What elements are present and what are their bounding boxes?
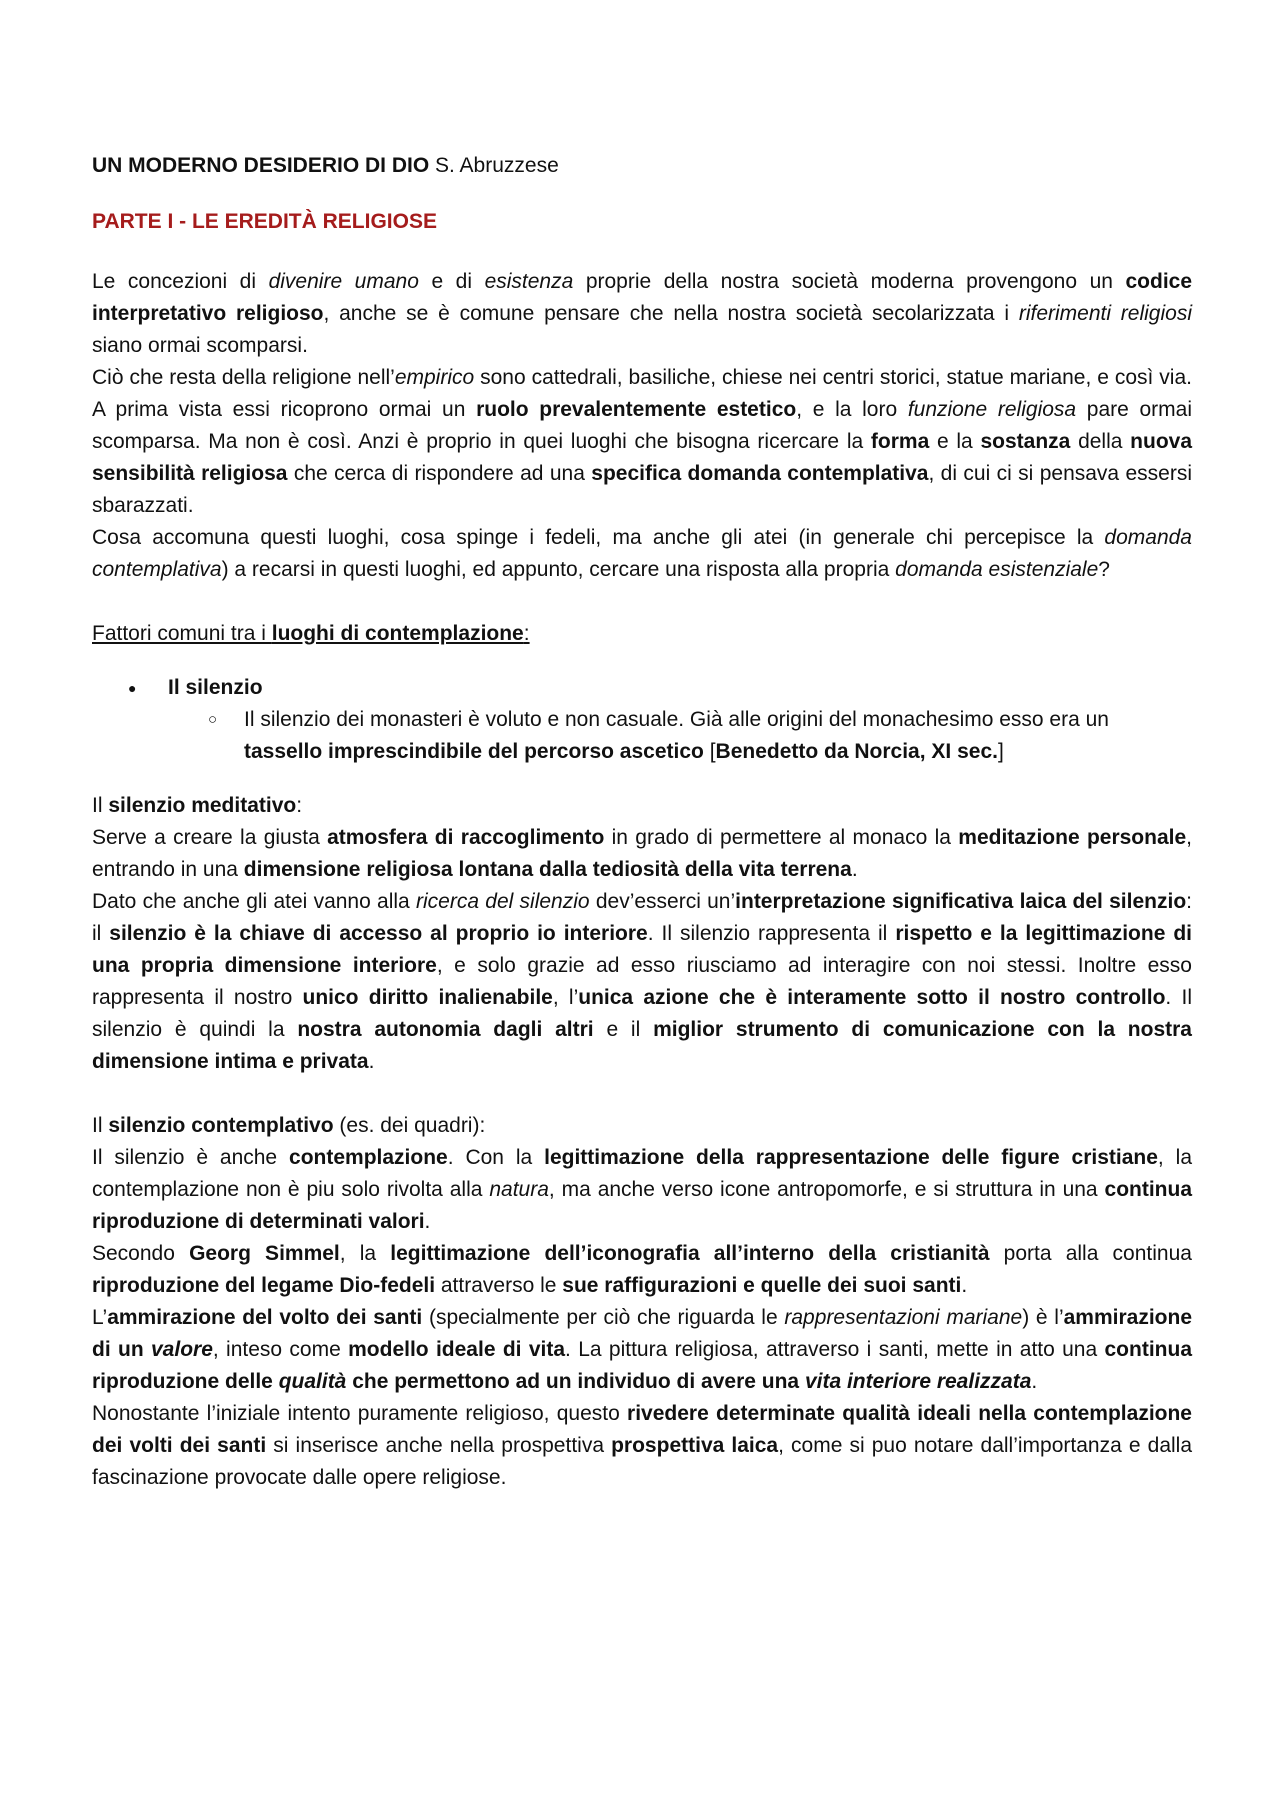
section-heading: PARTE I - LE EREDITÀ RELIGIOSE	[92, 210, 437, 233]
paragraph-6: Il silenzio è anche contemplazione. Con la legittimazione della rappresentazione delle figure cristiane, la contemplazione non è piu solo rivolta alla natura, ma anche verso icone antropomorfe, e si struttura in una continua riproduzione di determinati valori.	[92, 1146, 1193, 1233]
paragraph-7: Secondo Georg Simmel, la legittimazione dell’iconografia all’interno della cristianità porta alla continua riproduzione del legame Dio-fedeli attraverso le sue raffigurazioni e quelle dei suoi santi.	[92, 1242, 1192, 1297]
list-item	[92, 672, 1192, 768]
paragraph-3: Cosa accomuna questi luoghi, cosa spinge i fedeli, ma anche gli atei (in generale chi percepisce la domanda contemplativa) a recarsi in questi luoghi, ed appunto, cercare una risposta alla propria domanda esistenziale?	[92, 526, 1192, 581]
factors-list	[92, 672, 1192, 768]
bullet-label: Il silenzio	[168, 676, 263, 699]
document-page	[92, 150, 1192, 1494]
document-title	[92, 150, 1192, 182]
factors-intro: Fattori comuni tra i luoghi di contemplazione:	[92, 622, 530, 645]
paragraph-4: Serve a creare la giusta atmosfera di raccoglimento in grado di permettere al monaco la meditazione personale, entrando in una dimensione religiosa lontana dalla tediosità della vita terrena.	[92, 826, 1192, 881]
sub-list-item: ○ Il silenzio dei monasteri è voluto e non casuale. Già alle origini del monachesimo esso era un tassello imprescindibile del percorso ascetico [Benedetto da Norcia, XI sec.]	[168, 704, 1192, 768]
paragraph-5: Dato che anche gli atei vanno alla ricerca del silenzio dev’esserci un’interpretazione significativa laica del silenzio: il silenzio è la chiave di accesso al proprio io interiore. Il silenzio rappresenta il rispetto e la legittimazione di una propria dimensione interiore, e solo grazie ad esso riusciamo ad interagire con noi stessi. Inoltre esso rappresenta il nostro unico diritto inalienabile, l’unica azione che è interamente sotto il nostro controllo. Il silenzio è quindi la nostra autonomia dagli altri e il miglior strumento di comunicazione con la nostra dimensione intima e privata.	[92, 890, 1193, 1073]
sub-list	[168, 704, 1192, 768]
contemplativo-heading: Il silenzio contemplativo (es. dei quadri):	[92, 1114, 486, 1137]
title-main: UN MODERNO DESIDERIO DI DIO	[92, 154, 430, 177]
paragraph-1: Le concezioni di divenire umano e di esistenza proprie della nostra società moderna provengono un codice interpretativo religioso, anche se è comune pensare che nella nostra società secolarizzata i riferimenti religiosi siano ormai scomparsi.	[92, 270, 1193, 357]
paragraph-2: Ciò che resta della religione nell’empirico sono cattedrali, basiliche, chiese nei centri storici, statue mariane, e così via. A prima vista essi ricoprono ormai un ruolo prevalentemente estetico, e la loro funzione religiosa pare ormai scomparsa. Ma non è così. Anzi è proprio in quei luoghi che bisogna ricercare la forma e la sostanza della nuova sensibilità religiosa che cerca di rispondere ad una specifica domanda contemplativa, di cui ci si pensava essersi sbarazzati.	[92, 366, 1193, 517]
paragraph-9: Nonostante l’iniziale intento puramente religioso, questo rivedere determinate qualità ideali nella contemplazione dei volti dei santi si inserisce anche nella prospettiva prospettiva laica, come si puo notare dall’importanza e dalla fascinazione provocate dalle opere religiose.	[92, 1402, 1193, 1489]
paragraph-8: L’ammirazione del volto dei santi (specialmente per ciò che riguarda le rappresentazioni mariane) è l’ammirazione di un valore, inteso come modello ideale di vita. La pittura religiosa, attraverso i santi, mette in atto una continua riproduzione delle qualità che permettono ad un individuo di avere una vita interiore realizzata.	[92, 1306, 1193, 1393]
title-author: S. Abruzzese	[429, 154, 559, 177]
meditativo-heading: Il silenzio meditativo:	[92, 794, 303, 817]
